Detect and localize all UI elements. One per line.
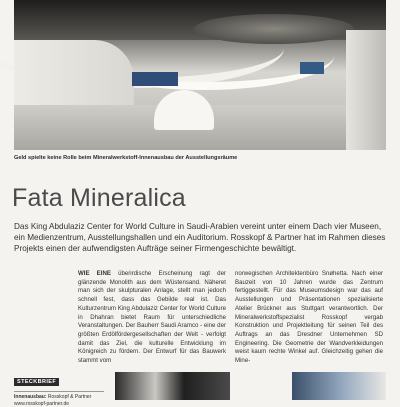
body-column-2: norwegischen Architektenbüro Snøhetta. Nach einer Bauzeit von 10 Jahren wurde das Zentrum fertiggestellt. Für das Museumsdesign war das auf Ausstellungen und Präsentationen spezialisierte Atelier Brückner aus Stuttgart verantwortlich. Der Mineralwerkstoffspezialist Rosskopf vergab Konstruktion und Projektleitung für seinen Teil des Auftrags an das Dresdner Unternehmen SD Engineering. Die Geometrie der Wandverkleidungen weist kaum rechte Winkel auf. Gleichzeitig gehen die Mine- (235, 270, 383, 365)
photo-right-wall (346, 30, 386, 150)
bottom-photo-1 (115, 372, 230, 400)
bottom-photo-2 (292, 372, 386, 400)
steckbrief-url: www.rosskopf-partner.de (14, 400, 70, 407)
steckbrief-tag: STECKBRIEF (14, 378, 59, 386)
article-intro: Das King Abdulaziz Center for World Culture in Saudi-Arabien vereint unter einem Dach vier Museen, ein Medienzentrum, Ausstellungshallen und ein Auditorium. Rosskopf & Partner hat im Rahmen dieses Projekts einen der aufwendigsten Aufträge seiner Firmengeschichte bewältigt. (14, 222, 386, 253)
photo-caption: Geld spielte keine Rolle beim Mineralwerkstoff-Innenausbau der Ausstellungsräume (14, 155, 238, 161)
steckbrief-label: Innenausbau: (14, 394, 47, 400)
body-column-1-text: überirdische Erscheinung ragt der glänzende Monolith aus dem Wüstensand. Näheret man sich der skulpturalen Anlage, stellt man jedoch schnell fest, dass das Gebilde real ist. Das Kulturzentrum King Abdulaziz Center for World Culture in Dhahran bietet Raum für unterschiedliche Veranstaltungen. Der Bauherr Saudi Aramco - eine der größten Erdölfördergesellschaften der Welt - verfolgt damit das Ziel, die kulturelle Entwicklung im Königreich zu fördern. Der Entwurf für das Bauwerk stammt vom (78, 270, 226, 365)
lead-words: WIE EINE (78, 270, 111, 277)
steckbrief-details (14, 391, 104, 407)
article-headline: Fata Mineralica (12, 184, 186, 212)
body-column-1 (78, 270, 226, 366)
photo-display-screen-2 (300, 62, 324, 74)
steckbrief-box (14, 370, 104, 407)
exhibition-hall-photo (14, 0, 386, 150)
photo-sculptural-bench (154, 90, 214, 130)
photo-display-screen (132, 72, 178, 86)
steckbrief-value: Rosskopf & Partner (47, 394, 92, 400)
